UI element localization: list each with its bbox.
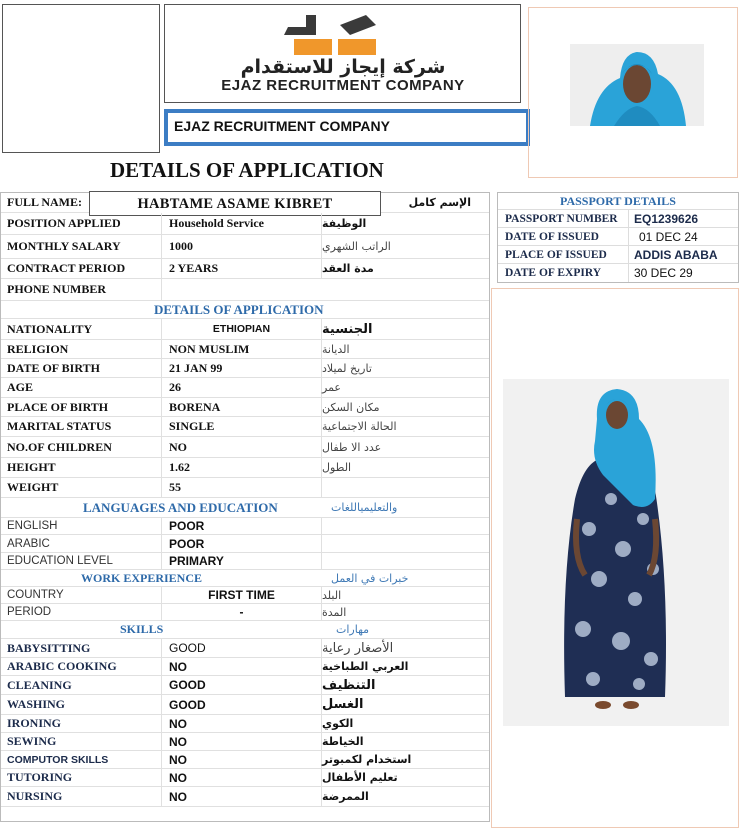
row-age [1,378,489,398]
salary-label: MONTHLY SALARY [7,239,121,253]
page-title: DETAILS OF APPLICATION [110,158,384,182]
cleaning-value: GOOD [161,676,321,694]
row-ironing [1,715,489,733]
contract-label: CONTRACT PERIOD [7,261,126,275]
washing-arabic: الغسل [321,695,489,714]
portrait-photo [570,44,704,126]
children-arabic: عدد الا طفال [321,437,489,457]
babysitting-value: GOOD [161,639,321,657]
full-name-arabic: الإسم كامل [408,196,471,209]
english-value: POOR [161,518,321,534]
row-sewing [1,733,489,751]
work-section-arabic: خبرات في العمل [331,571,409,585]
row-children [1,437,489,458]
dob-arabic: تاريخ لميلاد [321,359,489,377]
row-weight [1,478,489,498]
ironing-value: NO [161,715,321,732]
passport-place-row [498,246,738,264]
row-english [1,518,489,535]
weight-arabic [321,478,489,497]
skills-section-title: SKILLS [120,622,164,636]
children-label: NO.OF CHILDREN [7,439,112,454]
sewing-value: NO [161,733,321,750]
arabic-lang-arabic [321,535,489,552]
passport-place-value: ADDIS ABABA [628,246,738,263]
position-arabic: الوظيفة [321,213,489,234]
education-label: EDUCATION LEVEL [7,555,113,567]
row-marital [1,417,489,437]
full-body-photo-frame [491,288,739,828]
passport-title: PASSPORT DETAILS [498,193,738,210]
position-label: POSITION APPLIED [7,216,121,230]
babysitting-label: BABYSITTING [7,640,91,655]
country-arabic: البلد [321,587,489,603]
height-label: HEIGHT [7,460,56,474]
passport-expiry-row [498,264,738,282]
washing-value: GOOD [161,695,321,714]
passport-issued-value: 01 DEC 24 [628,228,738,245]
row-babysitting [1,639,489,658]
row-dob [1,359,489,378]
cleaning-arabic: التنظيف [321,676,489,694]
religion-arabic: الديانة [321,340,489,358]
passport-issued-label: DATE OF ISSUED [505,230,599,243]
children-value: NO [161,437,321,457]
row-tutoring [1,769,489,787]
computer-label: COMPUTOR SKILLS [7,753,109,766]
computer-value: NO [161,751,321,768]
marital-label: MARITAL STATUS [7,419,112,433]
ironing-label: IRONING [7,716,62,730]
passport-number-row [498,210,738,228]
row-arabic-cooking [1,658,489,676]
arabic-cooking-arabic: العربي الطباخية [321,658,489,675]
ironing-arabic: الكوي [321,715,489,732]
age-value: 26 [161,378,321,397]
tutoring-value: NO [161,769,321,786]
birthplace-label: PLACE OF BIRTH [7,399,109,414]
row-contract [1,259,489,279]
nursing-value: NO [161,787,321,806]
row-period [1,604,489,621]
company-logo [164,4,521,103]
nationality-value: ETHIOPIAN [161,319,321,339]
phone-label: PHONE NUMBER [7,282,106,296]
sewing-arabic: الخياطة [321,733,489,750]
passport-expiry-value: 30 DEC 29 [628,264,738,282]
washing-label: WASHING [7,697,66,711]
passport-expiry-label: DATE OF EXPIRY [505,267,602,279]
row-arabic-lang [1,535,489,553]
arabic-lang-value: POOR [161,535,321,552]
arabic-cooking-value: NO [161,658,321,675]
nursing-label: NURSING [7,789,63,803]
languages-section-arabic: والتعليمياللغات [331,501,398,514]
details-section-header [1,301,489,319]
age-label: AGE [7,380,34,394]
age-arabic: عمر [321,378,489,397]
languages-section-header [1,498,489,518]
application-table [0,192,490,822]
dob-value: 21 JAN 99 [161,359,321,377]
portrait-photo-frame [528,7,738,178]
contract-arabic: مدة العقد [321,259,489,278]
marital-arabic: الحالة الاجتماعية [321,417,489,436]
birthplace-arabic: مكان السكن [321,398,489,416]
arabic-lang-label: ARABIC [7,537,50,550]
english-label: ENGLISH [7,520,58,532]
arabic-cooking-label: ARABIC COOKING [7,659,117,673]
skills-section-arabic: مهارات [336,623,370,636]
tutoring-arabic: تعليم الأطفال [321,769,489,786]
nursing-arabic: الممرضة [321,787,489,806]
logo-english-text: EJAZ RECRUITMENT COMPANY [221,77,465,94]
row-birthplace [1,398,489,417]
sewing-label: SEWING [7,734,57,748]
passport-details-table [497,192,739,283]
babysitting-arabic: الأصغار رعاية [321,639,489,657]
row-full-name [1,192,489,213]
nationality-label: NATIONALITY [7,321,93,336]
details-section-title: DETAILS OF APPLICATION [154,301,324,317]
passport-issued-row [498,228,738,246]
religion-label: RELIGION [7,341,69,356]
religion-value: NON MUSLIM [161,340,321,358]
passport-number-value: EQ1239626 [628,210,738,227]
country-value: FIRST TIME [161,587,321,603]
salary-value: 1000 [161,235,321,258]
work-section-header [1,570,489,587]
education-arabic [321,553,489,569]
education-value: PRIMARY [161,553,321,569]
position-value: Household Service [161,213,321,234]
skills-section-header [1,621,489,639]
marital-value: SINGLE [161,417,321,436]
row-salary [1,235,489,259]
row-height [1,458,489,478]
period-arabic: المدة [321,604,489,620]
row-computer [1,751,489,769]
full-name-label: FULL NAME: [7,195,82,209]
company-name-text: EJAZ RECRUITMENT COMPANY [168,113,526,142]
full-name-value: HABTAME ASAME KIBRET [89,191,381,216]
logo-arabic-text: شركة إيجاز للاستقدام [240,56,446,78]
period-label: PERIOD [7,606,52,618]
full-body-photo [503,379,729,726]
row-nationality [1,319,489,340]
height-value: 1.62 [161,458,321,477]
weight-value: 55 [161,478,321,497]
dob-label: DATE OF BIRTH [7,360,100,375]
blank-box [2,4,160,153]
passport-number-label: PASSPORT NUMBER [505,212,618,225]
birthplace-value: BORENA [161,398,321,416]
tutoring-label: TUTORING [7,770,73,784]
languages-section-title: LANGUAGES AND EDUCATION [83,499,278,515]
nationality-arabic: الجنسية [321,319,489,339]
row-country [1,587,489,604]
company-name-bar [164,109,530,146]
row-position [1,213,489,235]
height-arabic: الطول [321,458,489,477]
logo-mark-icon [280,13,390,61]
row-religion [1,340,489,359]
table-footer-spacer [1,807,489,821]
passport-place-label: PLACE OF ISSUED [505,248,607,261]
period-value: - [161,604,321,620]
row-nursing [1,787,489,807]
country-label: COUNTRY [7,589,64,601]
english-arabic [321,518,489,534]
phone-value [161,279,489,300]
cleaning-label: CLEANING [7,677,72,692]
row-washing [1,695,489,715]
computer-arabic: استخدام لكمبوتر [321,751,489,768]
row-phone [1,279,489,301]
contract-value: 2 YEARS [161,259,321,278]
work-section-title: WORK EXPERIENCE [81,570,203,585]
row-cleaning [1,676,489,695]
weight-label: WEIGHT [7,480,59,494]
salary-arabic: الراتب الشهري [321,235,489,258]
row-education [1,553,489,570]
